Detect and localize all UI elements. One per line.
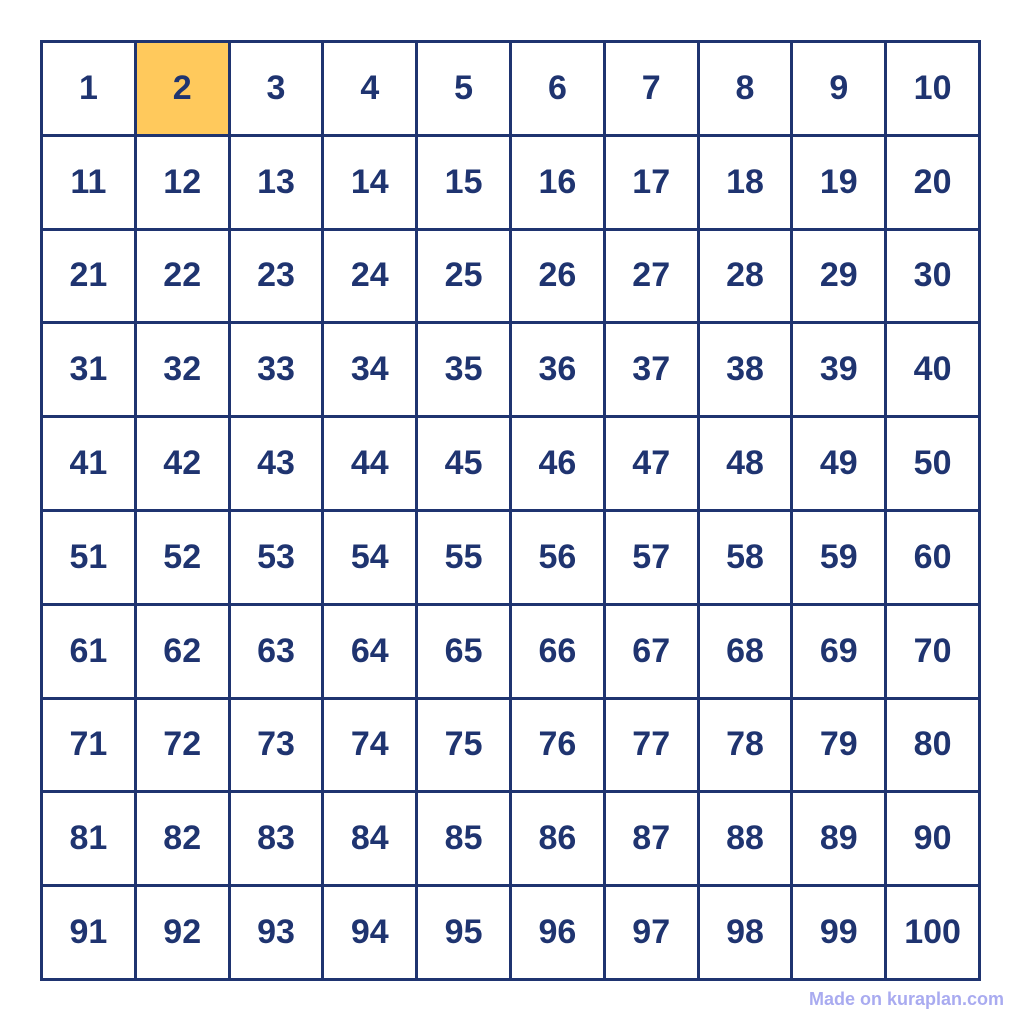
number-cell-25[interactable]: 25 <box>418 231 509 322</box>
number-cell-17[interactable]: 17 <box>606 137 697 228</box>
number-cell-60[interactable]: 60 <box>887 512 978 603</box>
number-cell-77[interactable]: 77 <box>606 700 697 791</box>
number-cell-100[interactable]: 100 <box>887 887 978 978</box>
number-cell-19[interactable]: 19 <box>793 137 884 228</box>
hundred-chart-grid <box>40 40 981 981</box>
number-cell-15[interactable]: 15 <box>418 137 509 228</box>
number-cell-50[interactable]: 50 <box>887 418 978 509</box>
number-cell-63[interactable]: 63 <box>231 606 322 697</box>
number-cell-52[interactable]: 52 <box>137 512 228 603</box>
number-cell-89[interactable]: 89 <box>793 793 884 884</box>
number-cell-41[interactable]: 41 <box>43 418 134 509</box>
number-cell-91[interactable]: 91 <box>43 887 134 978</box>
number-cell-85[interactable]: 85 <box>418 793 509 884</box>
number-cell-82[interactable]: 82 <box>137 793 228 884</box>
number-cell-36[interactable]: 36 <box>512 324 603 415</box>
number-cell-98[interactable]: 98 <box>700 887 791 978</box>
number-cell-56[interactable]: 56 <box>512 512 603 603</box>
number-cell-62[interactable]: 62 <box>137 606 228 697</box>
number-cell-80[interactable]: 80 <box>887 700 978 791</box>
number-cell-83[interactable]: 83 <box>231 793 322 884</box>
number-cell-74[interactable]: 74 <box>324 700 415 791</box>
number-cell-23[interactable]: 23 <box>231 231 322 322</box>
number-cell-93[interactable]: 93 <box>231 887 322 978</box>
number-cell-20[interactable]: 20 <box>887 137 978 228</box>
number-cell-58[interactable]: 58 <box>700 512 791 603</box>
number-cell-11[interactable]: 11 <box>43 137 134 228</box>
number-cell-71[interactable]: 71 <box>43 700 134 791</box>
number-cell-33[interactable]: 33 <box>231 324 322 415</box>
number-cell-61[interactable]: 61 <box>43 606 134 697</box>
number-cell-69[interactable]: 69 <box>793 606 884 697</box>
number-cell-10[interactable]: 10 <box>887 43 978 134</box>
number-cell-24[interactable]: 24 <box>324 231 415 322</box>
number-cell-3[interactable]: 3 <box>231 43 322 134</box>
number-cell-51[interactable]: 51 <box>43 512 134 603</box>
number-cell-66[interactable]: 66 <box>512 606 603 697</box>
number-cell-73[interactable]: 73 <box>231 700 322 791</box>
number-cell-38[interactable]: 38 <box>700 324 791 415</box>
number-cell-70[interactable]: 70 <box>887 606 978 697</box>
number-cell-47[interactable]: 47 <box>606 418 697 509</box>
number-cell-18[interactable]: 18 <box>700 137 791 228</box>
number-cell-76[interactable]: 76 <box>512 700 603 791</box>
number-cell-2[interactable]: 2 <box>137 43 228 134</box>
number-cell-46[interactable]: 46 <box>512 418 603 509</box>
number-cell-40[interactable]: 40 <box>887 324 978 415</box>
number-cell-86[interactable]: 86 <box>512 793 603 884</box>
number-cell-4[interactable]: 4 <box>324 43 415 134</box>
number-cell-7[interactable]: 7 <box>606 43 697 134</box>
number-cell-97[interactable]: 97 <box>606 887 697 978</box>
number-cell-65[interactable]: 65 <box>418 606 509 697</box>
number-cell-13[interactable]: 13 <box>231 137 322 228</box>
number-cell-67[interactable]: 67 <box>606 606 697 697</box>
number-cell-31[interactable]: 31 <box>43 324 134 415</box>
number-cell-39[interactable]: 39 <box>793 324 884 415</box>
number-cell-55[interactable]: 55 <box>418 512 509 603</box>
number-cell-90[interactable]: 90 <box>887 793 978 884</box>
number-cell-96[interactable]: 96 <box>512 887 603 978</box>
number-cell-79[interactable]: 79 <box>793 700 884 791</box>
number-cell-99[interactable]: 99 <box>793 887 884 978</box>
number-cell-12[interactable]: 12 <box>137 137 228 228</box>
number-cell-27[interactable]: 27 <box>606 231 697 322</box>
number-cell-87[interactable]: 87 <box>606 793 697 884</box>
number-cell-32[interactable]: 32 <box>137 324 228 415</box>
number-cell-44[interactable]: 44 <box>324 418 415 509</box>
number-cell-59[interactable]: 59 <box>793 512 884 603</box>
number-cell-9[interactable]: 9 <box>793 43 884 134</box>
number-cell-35[interactable]: 35 <box>418 324 509 415</box>
number-cell-78[interactable]: 78 <box>700 700 791 791</box>
number-cell-34[interactable]: 34 <box>324 324 415 415</box>
number-cell-42[interactable]: 42 <box>137 418 228 509</box>
number-cell-68[interactable]: 68 <box>700 606 791 697</box>
watermark-text: Made on kuraplan.com <box>808 989 1004 1009</box>
number-cell-81[interactable]: 81 <box>43 793 134 884</box>
number-cell-57[interactable]: 57 <box>606 512 697 603</box>
number-cell-37[interactable]: 37 <box>606 324 697 415</box>
number-cell-49[interactable]: 49 <box>793 418 884 509</box>
number-cell-48[interactable]: 48 <box>700 418 791 509</box>
number-cell-92[interactable]: 92 <box>137 887 228 978</box>
number-cell-53[interactable]: 53 <box>231 512 322 603</box>
number-cell-8[interactable]: 8 <box>700 43 791 134</box>
number-cell-75[interactable]: 75 <box>418 700 509 791</box>
number-cell-16[interactable]: 16 <box>512 137 603 228</box>
number-cell-72[interactable]: 72 <box>137 700 228 791</box>
number-cell-64[interactable]: 64 <box>324 606 415 697</box>
number-cell-88[interactable]: 88 <box>700 793 791 884</box>
number-cell-95[interactable]: 95 <box>418 887 509 978</box>
number-cell-22[interactable]: 22 <box>137 231 228 322</box>
number-cell-45[interactable]: 45 <box>418 418 509 509</box>
number-cell-54[interactable]: 54 <box>324 512 415 603</box>
number-cell-5[interactable]: 5 <box>418 43 509 134</box>
number-cell-94[interactable]: 94 <box>324 887 415 978</box>
number-cell-21[interactable]: 21 <box>43 231 134 322</box>
number-cell-26[interactable]: 26 <box>512 231 603 322</box>
number-cell-6[interactable]: 6 <box>512 43 603 134</box>
number-cell-84[interactable]: 84 <box>324 793 415 884</box>
number-cell-43[interactable]: 43 <box>231 418 322 509</box>
number-cell-29[interactable]: 29 <box>793 231 884 322</box>
number-cell-30[interactable]: 30 <box>887 231 978 322</box>
number-cell-14[interactable]: 14 <box>324 137 415 228</box>
number-cell-1[interactable]: 1 <box>43 43 134 134</box>
number-cell-28[interactable]: 28 <box>700 231 791 322</box>
